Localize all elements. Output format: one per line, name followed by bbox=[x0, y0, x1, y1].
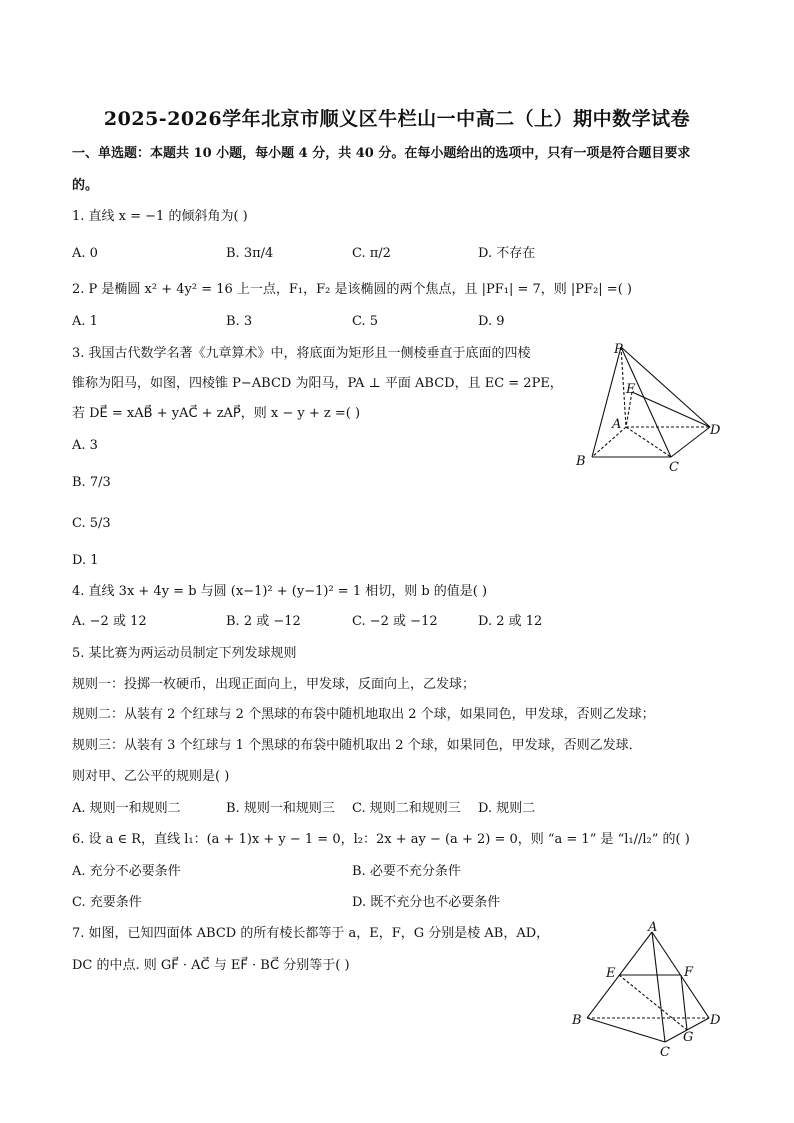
question-4-option-d: D. 2 或 12 bbox=[478, 614, 543, 629]
question-7-stem-line2: DC 的中点. 则 GF⃗ · AC⃗ 与 EF⃗ · BC⃗ 分别等于( ) bbox=[72, 958, 350, 973]
page-title: 2025-2026学年北京市顺义区牛栏山一中高二（上）期中数学试卷 bbox=[103, 108, 691, 130]
question-5-option-c: C. 规则二和规则三 bbox=[352, 801, 461, 816]
question-6-option-d: D. 既不充分也不必要条件 bbox=[352, 895, 501, 910]
edge-pb bbox=[592, 347, 621, 457]
label-d: D bbox=[710, 1013, 721, 1028]
question-6-option-c: C. 充要条件 bbox=[72, 895, 142, 910]
label-d: D bbox=[710, 423, 721, 438]
question-6-stem: 6. 设 a ∈ R，直线 l₁：(a + 1)x + y − 1 = 0，l₂：2x + ay − (a + 2) = 0，则 “a = 1” 是 “l₁//l₂” 的( ) bbox=[72, 832, 690, 847]
label-a: A bbox=[648, 920, 658, 935]
label-e: E bbox=[606, 966, 616, 981]
question-2-option-d: D. 9 bbox=[478, 314, 505, 329]
question-3-stem-line1: 3. 我国古代数学名著《九章算术》中，将底面为矩形且一侧棱垂直于底面的四棱 bbox=[72, 346, 531, 361]
question-5-rule-1: 规则一：投掷一枚硬币，出现正面向上，甲发球，反面向上，乙发球； bbox=[72, 677, 476, 692]
question-3-option-a: A. 3 bbox=[72, 438, 98, 453]
section-heading-line2: 的。 bbox=[72, 178, 99, 193]
tetrahedron-figure bbox=[565, 920, 735, 1060]
question-5-stem-line5: 则对甲、乙公平的规则是( ) bbox=[72, 769, 230, 784]
label-b: B bbox=[572, 1013, 582, 1028]
question-3-option-b: B. 7/3 bbox=[72, 475, 111, 490]
question-2-option-c: C. 5 bbox=[352, 314, 379, 329]
question-5-rule-3: 规则三：从装有 3 个红球与 1 个黑球的布袋中随机取出 2 个球，如果同色，甲发球，否则乙发球． bbox=[72, 738, 642, 753]
question-7-stem-line1: 7. 如图，已知四面体 ABCD 的所有棱长都等于 a，E，F，G 分别是棱 AB，AD， bbox=[72, 926, 550, 941]
question-3-stem-line2: 锥称为阳马，如图，四棱锥 P−ABCD 为阳马，PA ⊥ 平面 ABCD，且 EC = 2PE， bbox=[72, 376, 563, 391]
question-6-option-a: A. 充分不必要条件 bbox=[72, 864, 181, 879]
question-4-option-a: A. −2 或 12 bbox=[72, 614, 147, 629]
edge-ed bbox=[632, 392, 710, 427]
question-5-option-d: D. 规则二 bbox=[478, 801, 536, 816]
question-3-option-c: C. 5/3 bbox=[72, 516, 111, 531]
question-4-option-b: B. 2 或 −12 bbox=[226, 614, 301, 629]
label-c: C bbox=[669, 460, 679, 475]
question-6-option-b: B. 必要不充分条件 bbox=[352, 864, 461, 879]
label-e: E bbox=[626, 382, 636, 397]
question-1-stem: 1. 直线 x = −1 的倾斜角为( ) bbox=[72, 209, 248, 224]
label-a: A bbox=[612, 417, 622, 432]
segment-eg bbox=[619, 975, 687, 1030]
pyramid-figure bbox=[570, 335, 730, 475]
label-g: G bbox=[683, 1030, 694, 1045]
section-heading-line1: 一、单选题：本题共 10 小题，每小题 4 分，共 40 分。在每小题给出的选项中，只有一项是符合题目要求 bbox=[72, 146, 691, 161]
question-2-stem: 2. P 是椭圆 x² + 4y² = 16 上一点，F₁，F₂ 是该椭圆的两个焦点，且 |PF₁| = 7，则 |PF₂| =( ) bbox=[72, 282, 632, 297]
question-1-option-b: B. 3π/4 bbox=[226, 246, 274, 261]
question-4-option-c: C. −2 或 −12 bbox=[352, 614, 438, 629]
label-b: B bbox=[576, 454, 586, 469]
question-4-stem: 4. 直线 3x + 4y = b 与圆 (x−1)² + (y−1)² = 1 相切，则 b 的值是( ) bbox=[72, 584, 488, 599]
label-c: C bbox=[660, 1045, 670, 1060]
question-1-option-c: C. π/2 bbox=[352, 246, 391, 261]
question-2-option-a: A. 1 bbox=[72, 314, 98, 329]
edge-bc bbox=[587, 1018, 665, 1042]
question-1-option-d: D. 不存在 bbox=[478, 246, 536, 261]
question-5-option-a: A. 规则一和规则二 bbox=[72, 801, 181, 816]
label-f: F bbox=[684, 965, 694, 980]
question-5-stem-line1: 5. 某比赛为两运动员制定下列发球规则 bbox=[72, 646, 297, 661]
edge-pc bbox=[621, 347, 671, 457]
question-3-option-d: D. 1 bbox=[72, 553, 99, 568]
edge-ea bbox=[626, 392, 632, 427]
label-p: P bbox=[614, 342, 623, 357]
question-1-option-a: A. 0 bbox=[72, 246, 98, 261]
edge-cd bbox=[671, 427, 710, 457]
question-2-option-b: B. 3 bbox=[226, 314, 253, 329]
question-5-option-b: B. 规则一和规则三 bbox=[226, 801, 335, 816]
question-3-stem-line3: 若 DE⃗ = xAB⃗ + yAC⃗ + zAP⃗，则 x − y + z =( ) bbox=[72, 406, 361, 421]
question-5-rule-2: 规则二：从装有 2 个红球与 2 个黑球的布袋中随机地取出 2 个球，如果同色，甲发球，否则乙发球； bbox=[72, 707, 655, 722]
